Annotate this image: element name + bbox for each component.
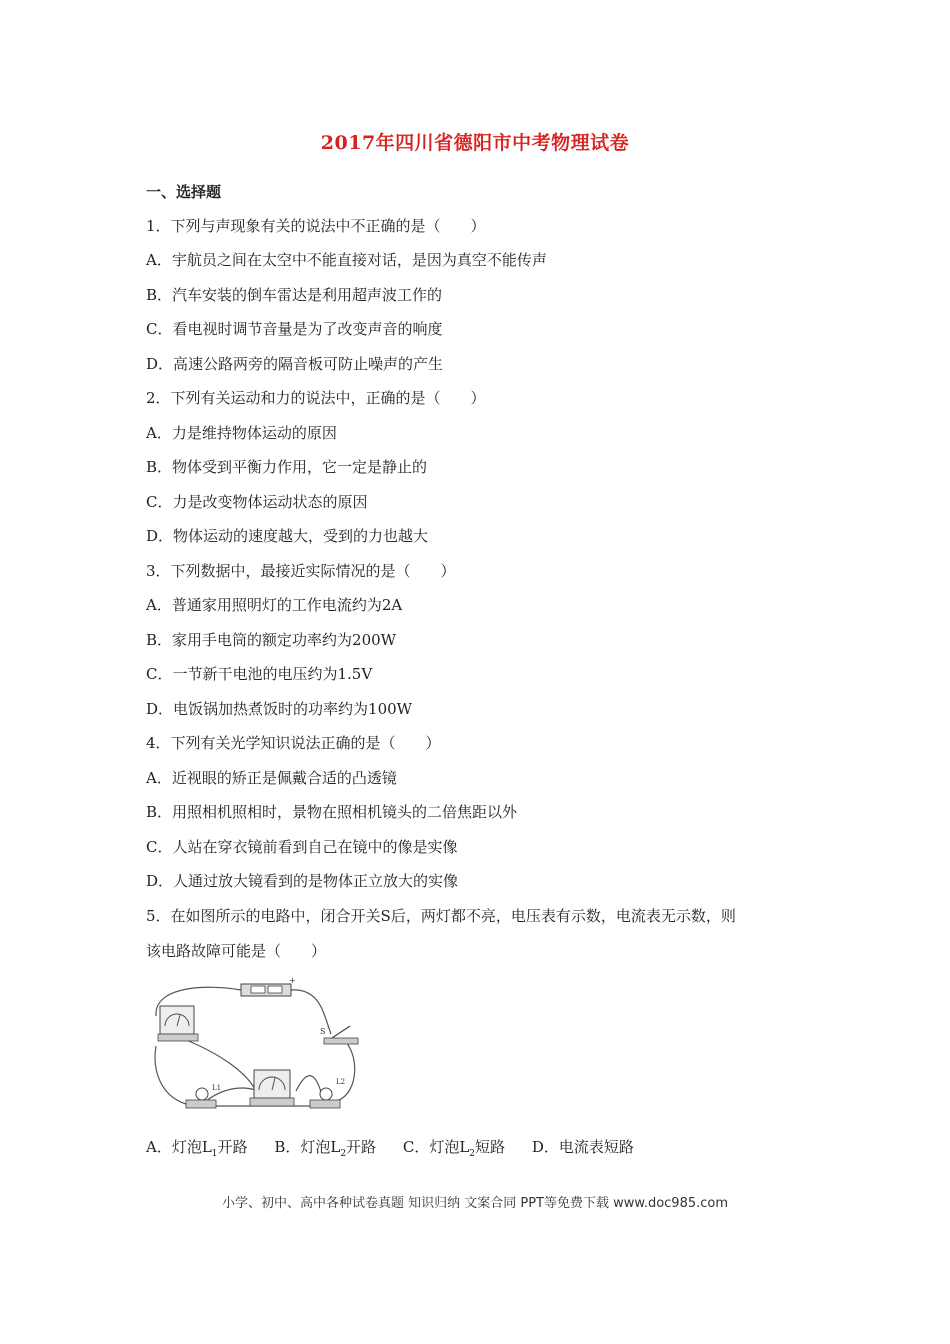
option-1d: D．高速公路两旁的隔音板可防止噪声的产生 bbox=[146, 355, 444, 373]
option-5c: C．灯泡$L_2$短路 bbox=[402, 1138, 506, 1159]
option-4b: B．用照相机照相时，景物在照相机镜头的二倍焦距以外 bbox=[146, 803, 518, 821]
option-5b: B．灯泡$L_2$开路 bbox=[274, 1138, 377, 1159]
page-footer: 小学、初中、高中各种试卷真题 知识归纳 文案合同 PPT等免费下载 www.doc985.com bbox=[221, 1196, 729, 1211]
lamp-l2-icon bbox=[310, 1088, 340, 1108]
question-2: 2．下列有关运动和力的说法中，正确的是（ ） bbox=[146, 389, 486, 407]
question-3: 3．下列数据中，最接近实际情况的是（ ） bbox=[146, 562, 456, 580]
option-4d: D．人通过放大镜看到的是物体正立放大的实像 bbox=[146, 872, 459, 890]
voltmeter-icon bbox=[158, 1006, 198, 1041]
option-3a: A．普通家用照明灯的工作电流约为2A bbox=[146, 596, 403, 614]
question-5-options bbox=[146, 1136, 656, 1159]
option-4a: A．近视眼的矫正是佩戴合适的凸透镜 bbox=[146, 769, 397, 787]
section-heading: 一、选择题 bbox=[146, 183, 222, 201]
circuit-diagram bbox=[146, 976, 371, 1118]
option-1c: C．看电视时调节音量是为了改变声音的响度 bbox=[146, 320, 443, 338]
option-2b: B．物体受到平衡力作用，它一定是静止的 bbox=[146, 458, 428, 476]
lamp-l1-label: L1 bbox=[212, 1084, 222, 1092]
plus-label: + bbox=[289, 976, 296, 985]
option-2c: C．力是改变物体运动状态的原因 bbox=[146, 493, 368, 511]
option-3b: B．家用手电筒的额定功率约为200W bbox=[146, 631, 397, 649]
option-3d: D．电饭锅加热煮饭时的功率约为100W bbox=[146, 700, 413, 718]
option-5d: D．电流表短路 bbox=[531, 1138, 634, 1156]
question-4: 4．下列有关光学知识说法正确的是（ ） bbox=[146, 734, 441, 752]
option-2a: A．力是维持物体运动的原因 bbox=[146, 424, 337, 442]
page-title: 2017年四川省德阳市中考物理试卷 bbox=[320, 132, 630, 154]
switch-label: S bbox=[320, 1027, 326, 1036]
option-1a: A．宇航员之间在太空中不能直接对话，是因为真空不能传声 bbox=[146, 251, 547, 269]
question-5: 5．在如图所示的电路中，闭合开关S后，两灯都不亮，电压表有示数，电流表无示数，则 bbox=[146, 907, 736, 925]
question-1: 1．下列与声现象有关的说法中不正确的是（ ） bbox=[146, 217, 486, 235]
option-2d: D．物体运动的速度越大，受到的力也越大 bbox=[146, 527, 429, 545]
battery-icon bbox=[241, 984, 291, 996]
option-5a: A．灯泡$L_1$开路 bbox=[146, 1138, 248, 1159]
option-4c: C．人站在穿衣镜前看到自己在镜中的像是实像 bbox=[146, 838, 458, 856]
option-3c: C．一节新干电池的电压约为1.5V bbox=[146, 665, 373, 683]
option-1b: B．汽车安装的倒车雷达是利用超声波工作的 bbox=[146, 286, 443, 304]
lamp-l2-label: L2 bbox=[336, 1078, 346, 1086]
ammeter-icon bbox=[250, 1070, 294, 1106]
question-5-cont: 该电路故障可能是（ ） bbox=[146, 942, 327, 960]
